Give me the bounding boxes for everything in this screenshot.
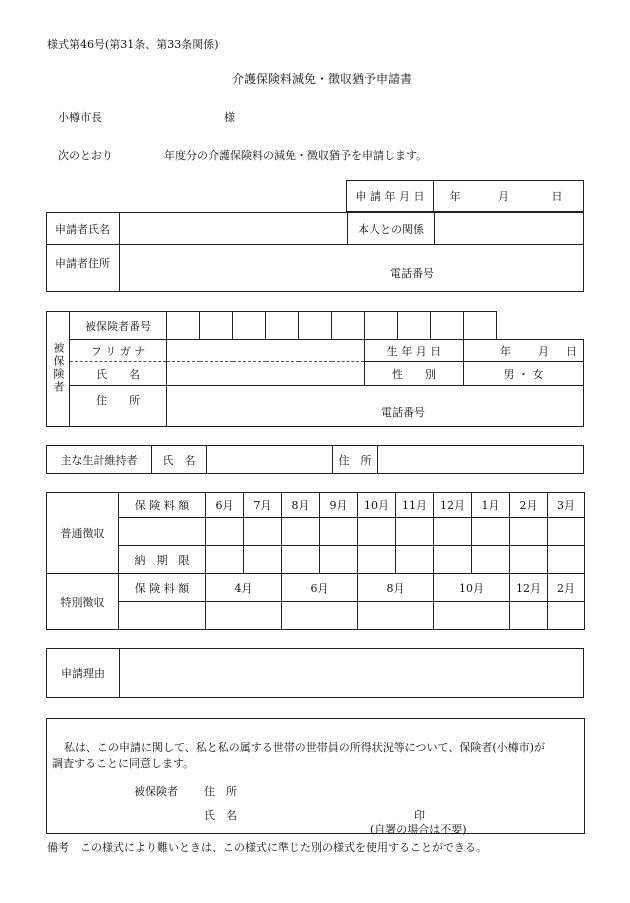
special-month: 12月: [510, 574, 548, 602]
regular-amount-cell[interactable]: [434, 518, 472, 546]
insured-address-field[interactable]: [167, 386, 584, 427]
insured-table: [46, 311, 584, 427]
applicant-table: [46, 212, 584, 292]
supporter-table: [46, 445, 584, 474]
supporter-address-label: 住 所: [333, 446, 378, 474]
supporter-address-field[interactable]: [378, 446, 584, 474]
insured-number-digit[interactable]: [233, 312, 266, 340]
regular-due-cell[interactable]: [472, 546, 510, 574]
insured-address-label: 住 所: [70, 386, 167, 427]
consent-address-label: 住 所: [204, 785, 237, 798]
furigana-label: フ リ ガ ナ: [70, 340, 167, 362]
reason-table: [46, 648, 584, 698]
insured-number-digit[interactable]: [332, 312, 365, 340]
regular-amount-cell[interactable]: [396, 518, 434, 546]
reason-label: 申請理由: [47, 649, 120, 698]
regular-month: 9月: [320, 493, 358, 518]
insured-number-label: 被保険者番号: [70, 312, 167, 340]
regular-month: 7月: [244, 493, 282, 518]
insured-number-digit[interactable]: [200, 312, 233, 340]
consent-name-label: 氏 名: [204, 809, 237, 822]
regular-due-cell[interactable]: [548, 546, 585, 574]
regular-due-cell[interactable]: [282, 546, 320, 574]
regular-due-label: 納 期 限: [119, 546, 206, 574]
regular-month: 12月: [434, 493, 472, 518]
special-amount-cell[interactable]: [206, 602, 282, 630]
regular-due-cell[interactable]: [510, 546, 548, 574]
insured-number-digit[interactable]: [431, 312, 464, 340]
regular-month: 8月: [282, 493, 320, 518]
birth-day: 日: [566, 344, 577, 358]
applicant-address-field[interactable]: [120, 245, 584, 292]
supporter-label: 主な生計維持者: [47, 446, 152, 474]
application-date-table: [346, 180, 584, 212]
regular-due-cell[interactable]: [396, 546, 434, 574]
seal-label: 印: [414, 809, 425, 822]
consent-box: [46, 718, 585, 834]
seal-note: (自署の場合は不要): [370, 823, 467, 836]
date-month: 月: [498, 190, 509, 203]
insured-number-digit[interactable]: [299, 312, 332, 340]
regular-month: 1月: [472, 493, 510, 518]
mayor-label: 小樽市長: [58, 111, 102, 124]
regular-due-cell[interactable]: [206, 546, 244, 574]
relation-field[interactable]: [435, 213, 584, 245]
special-month: 6月: [282, 574, 358, 602]
regular-month: 6月: [206, 493, 244, 518]
applicant-name-field[interactable]: [120, 213, 348, 245]
reason-field[interactable]: [120, 649, 584, 698]
regular-amount-cell[interactable]: [358, 518, 396, 546]
insured-number-digit[interactable]: [167, 312, 200, 340]
regular-amount-label: 保 険 料 額: [119, 493, 206, 518]
applicant-name-label: 申請者氏名: [47, 213, 120, 245]
special-amount-cell[interactable]: [510, 602, 548, 630]
regular-amount-cell[interactable]: [472, 518, 510, 546]
consent-line1: 私は、この申請に関して、私と私の属する世帯の世帯員の所得状況等について、保険者(小樽市)が: [64, 741, 545, 754]
consent-insured-label: 被保険者: [134, 785, 178, 798]
special-month: 2月: [548, 574, 585, 602]
birth-label: 生 年 月 日: [365, 340, 464, 362]
insured-phone-label: 電話番号: [381, 406, 425, 419]
regular-amount-cell[interactable]: [320, 518, 358, 546]
applicant-address-label: 申請者住所: [47, 245, 120, 292]
regular-label: 普通徴収: [47, 493, 119, 574]
special-amount-cell[interactable]: [434, 602, 510, 630]
remarks-note: 備考 この様式により難いときは、この様式に準じた別の様式を使用することができる。: [47, 841, 487, 854]
sex-field[interactable]: 男 ・ 女: [464, 362, 584, 386]
intro-text: 年度分の介護保険料の減免・徴収猶予を申請します。: [164, 149, 428, 162]
date-day: 日: [551, 190, 563, 203]
form-title: 介護保険料減免・徴収猶予申請書: [232, 72, 413, 86]
regular-due-cell[interactable]: [358, 546, 396, 574]
furigana-field[interactable]: [167, 340, 365, 362]
birth-field[interactable]: [464, 340, 584, 362]
special-month: 10月: [434, 574, 510, 602]
date-year: 年: [449, 190, 461, 203]
applicant-phone-label: 電話番号: [390, 267, 434, 280]
special-amount-label: 保 険 料 額: [119, 574, 206, 602]
regular-amount-cell[interactable]: [282, 518, 320, 546]
regular-month: 2月: [510, 493, 548, 518]
insured-number-digit[interactable]: [365, 312, 398, 340]
insured-number-digit[interactable]: [266, 312, 299, 340]
consent-line2: 調査することに同意します。: [52, 757, 195, 770]
regular-amount-cell[interactable]: [244, 518, 282, 546]
premium-table: [46, 492, 585, 630]
supporter-name-label: 氏 名: [152, 446, 207, 474]
insured-name-field[interactable]: [167, 362, 365, 386]
date-field[interactable]: [434, 181, 584, 212]
regular-amount-cell[interactable]: [548, 518, 585, 546]
intro-lead: 次のとおり: [58, 149, 113, 162]
regular-amount-cell[interactable]: [206, 518, 244, 546]
regular-due-cell[interactable]: [244, 546, 282, 574]
regular-amount-cell[interactable]: [510, 518, 548, 546]
special-month: 4月: [206, 574, 282, 602]
special-amount-cell[interactable]: [548, 602, 585, 630]
regular-due-cell[interactable]: [320, 546, 358, 574]
sex-label: 性 別: [365, 362, 464, 386]
birth-year: 年: [500, 344, 511, 358]
special-amount-cell[interactable]: [358, 602, 434, 630]
special-label: 特別徴収: [47, 574, 119, 630]
regular-month: 10月: [358, 493, 396, 518]
insured-group-label: 被保険者: [47, 312, 70, 427]
date-label: 申 請 年 月 日: [347, 181, 434, 212]
insured-number-digit[interactable]: [398, 312, 431, 340]
regular-month: 3月: [548, 493, 585, 518]
form-id: 様式第46号(第31条、第33条関係): [47, 38, 219, 51]
special-month: 8月: [358, 574, 434, 602]
regular-month: 11月: [396, 493, 434, 518]
supporter-name-field[interactable]: [207, 446, 333, 474]
special-amount-cell[interactable]: [282, 602, 358, 630]
relation-label: 本人との関係: [348, 213, 435, 245]
honorific: 様: [224, 111, 235, 124]
insured-name-label: 氏 名: [70, 362, 167, 386]
insured-number-digit[interactable]: [464, 312, 497, 340]
birth-month: 月: [538, 344, 549, 358]
regular-due-cell[interactable]: [434, 546, 472, 574]
